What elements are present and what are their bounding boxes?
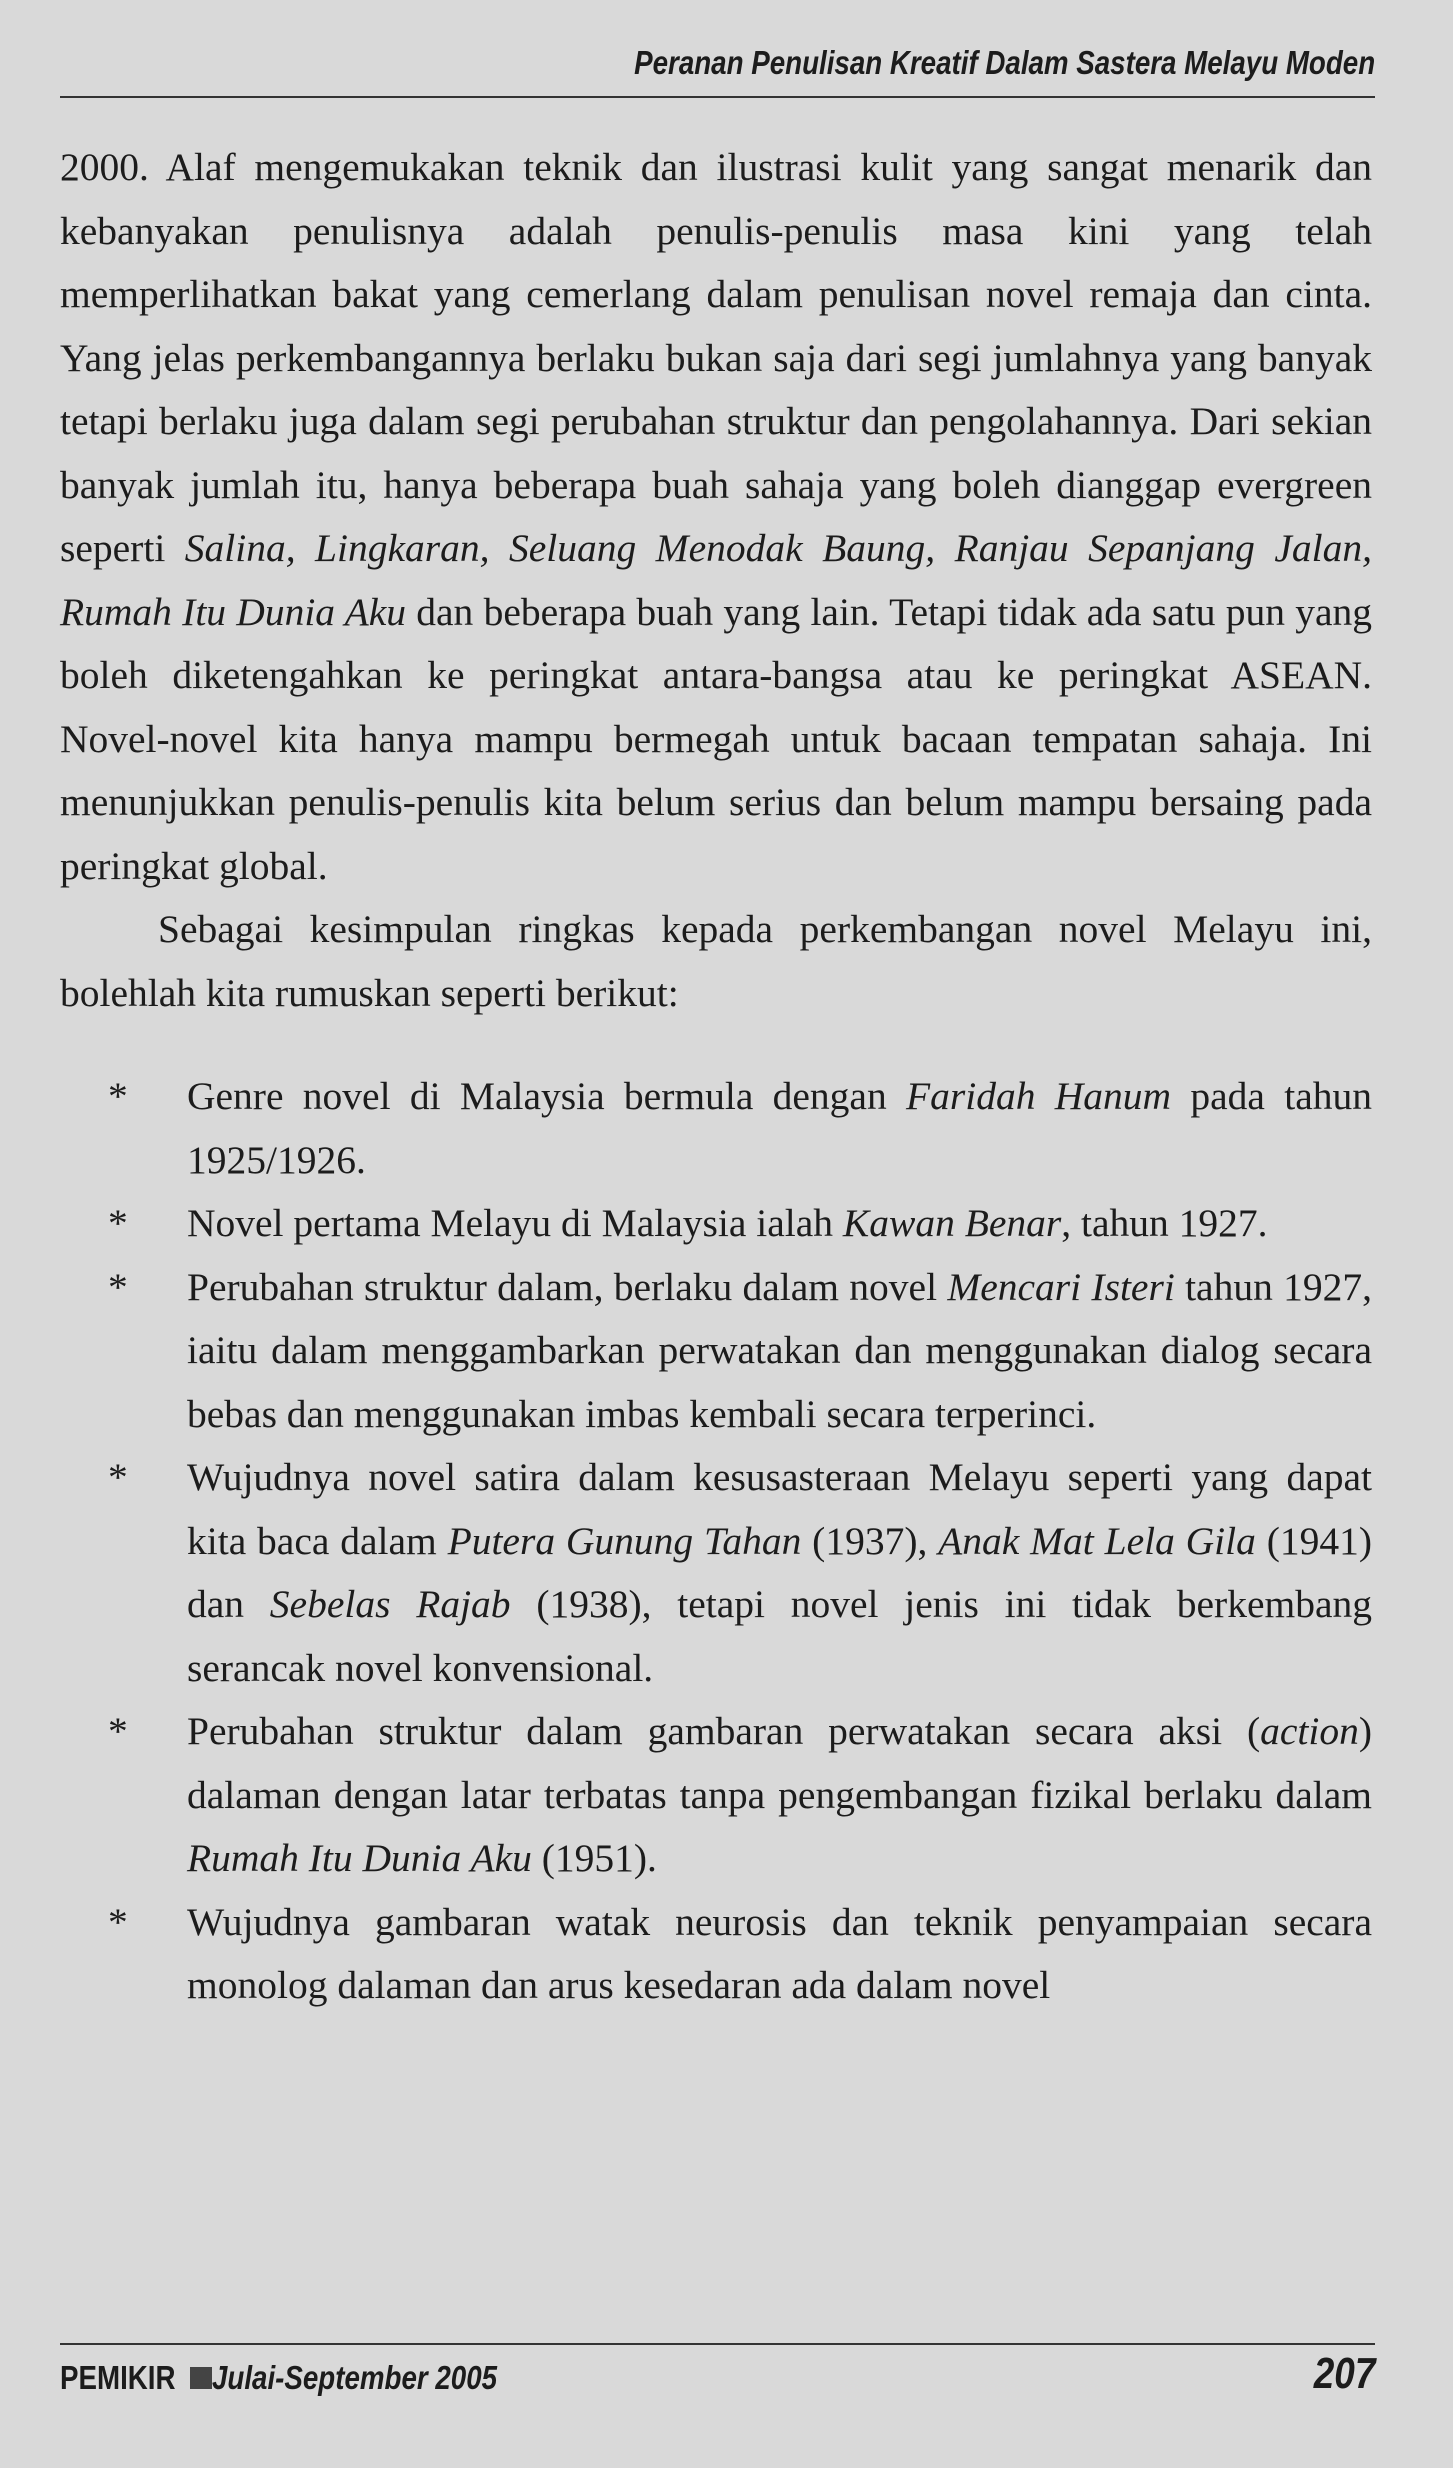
list-item — [60, 1700, 1372, 1891]
list-item-term: action — [1260, 1709, 1359, 1753]
bullet-star: * — [108, 1074, 128, 1118]
list-item — [60, 1446, 1372, 1700]
paragraph-1-text-a: 2000. Alaf mengemukakan teknik dan ilustrasi kulit yang sangat menarik dan kebanyakan penulisnya adalah penulis-penulis masa kini yang telah memperlihatkan bakat yang cemerlang dalam penulisan novel remaja dan cinta. Yang jelas perkembangannya berlaku bukan saja dari segi jumlahnya yang banyak tetapi berlaku juga dalam segi perubahan struktur dan pengolahannya. Dari sekian banyak jumlah itu, hanya beberapa buah sahaja yang boleh dianggap evergreen seperti — [60, 145, 1372, 570]
list-item-title: Kawan Benar — [842, 1201, 1062, 1245]
bullet-star: * — [108, 1264, 128, 1309]
body-text — [60, 136, 1372, 2018]
magazine-name: PEMIKIR — [60, 2359, 176, 2396]
list-item-text: Wujudnya novel satira dalam kesusasteraan Melayu seperti yang dapat kita baca dalam — [187, 1455, 1372, 1563]
list-item-text: Perubahan struktur dalam, berlaku dalam novel — [187, 1264, 948, 1309]
paragraph-1-novel-titles: Salina, Lingkaran, Seluang Menodak Baung, Ranjau Sepanjang Jalan, Rumah Itu Dunia Aku — [60, 526, 1372, 634]
list-item-text: (1937), — [801, 1518, 939, 1563]
list-item-text: tahun 1927, iaitu dalam menggambarkan perwatakan dan menggunakan dialog secara bebas dan menggunakan imbas kembali secara terperinci. — [187, 1264, 1372, 1436]
paragraph-1-text-b: dan beberapa buah yang lain. Tetapi tidak ada satu pun yang boleh diketengahkan ke peringkat antara-bangsa atau ke peringkat ASEAN. Novel-novel kita hanya mampu bermegah untuk bacaan tempatan sahaja. Ini menunjukkan penulis-penulis kita belum serius dan belum mampu bersaing pada peringkat global. — [60, 589, 1372, 888]
list-item-text: Perubahan struktur dalam gambaran perwatakan secara aksi ( — [187, 1709, 1261, 1753]
bullet-star: * — [108, 1709, 128, 1753]
list-item-title: Sebelas Rajab — [269, 1582, 511, 1626]
list-item-text: Wujudnya gambaran watak neurosis dan teknik penyampaian secara monolog dalaman dan arus kesedaran ada dalam novel — [187, 1899, 1372, 2007]
list-item-text: ) dalaman dengan latar terbatas tanpa pengembangan fizikal berlaku dalam — [187, 1709, 1372, 1817]
summary-list — [60, 1065, 1372, 2018]
list-item-text: , tahun 1927. — [1061, 1201, 1268, 1245]
page-number: 207 — [1313, 2349, 1375, 2398]
list-item-title: Faridah Hanum — [906, 1074, 1172, 1118]
issue-date: Julai-September 2005 — [211, 2359, 497, 2396]
list-item — [60, 1065, 1372, 1192]
bullet-star: * — [108, 1899, 128, 1944]
list-item-text: Novel pertama Melayu di Malaysia ialah — [187, 1201, 843, 1245]
list-item-text: (1941) dan — [187, 1518, 1373, 1626]
list-item-text: (1938), tetapi novel jenis ini tidak berkembang serancak novel konvensional. — [187, 1582, 1372, 1690]
paragraph-1 — [60, 136, 1372, 898]
list-item — [60, 1891, 1372, 2018]
footer-publication — [60, 2359, 551, 2397]
running-title: Peranan Penulisan Kreatif Dalam Sastera Melayu Moden — [634, 44, 1375, 81]
list-item — [60, 1192, 1372, 1256]
list-item-title: Rumah Itu Dunia Aku — [187, 1836, 532, 1880]
list-item-text: (1951). — [531, 1836, 657, 1880]
running-header — [60, 44, 1375, 98]
list-item-title: Mencari Isteri — [947, 1264, 1175, 1309]
list-item-text: pada tahun 1925/1926. — [187, 1074, 1373, 1182]
list-item-title: Putera Gunung Tahan — [447, 1518, 802, 1563]
square-separator-icon — [190, 2367, 212, 2389]
paragraph-2: Sebagai kesimpulan ringkas kepada perkembangan novel Melayu ini, bolehlah kita rumuskan seperti berikut: — [60, 907, 1372, 1015]
list-item-title: Anak Mat Lela Gila — [938, 1518, 1256, 1563]
bullet-star: * — [108, 1455, 128, 1499]
bullet-star: * — [108, 1201, 128, 1245]
page-footer — [60, 2343, 1375, 2415]
list-item — [60, 1256, 1372, 1447]
list-item-text: Genre novel di Malaysia bermula dengan — [187, 1074, 907, 1118]
